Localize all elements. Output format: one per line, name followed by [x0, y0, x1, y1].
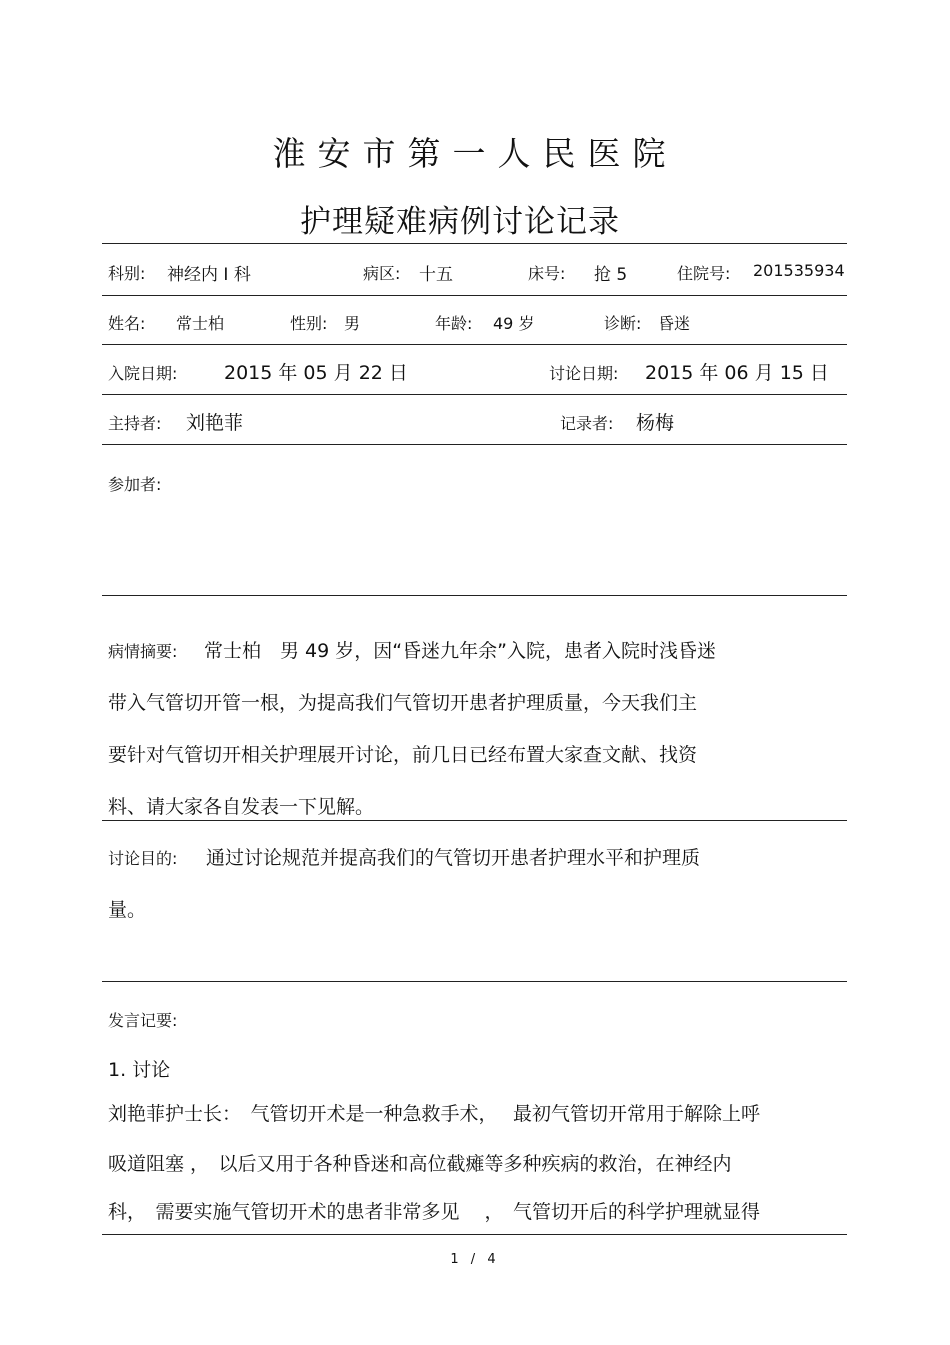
- purpose-line: 量。: [108, 899, 147, 921]
- divider: [102, 243, 847, 244]
- purpose-line: 通过讨论规范并提高我们的气管切开患者护理水平和护理质: [206, 847, 701, 869]
- discuss-date-value: 2015 年 06 月 15 日: [645, 362, 829, 384]
- bed-label: 床号:: [528, 264, 566, 283]
- bed-value: 抢 5: [594, 265, 628, 285]
- dept-label: 科别:: [108, 264, 146, 283]
- sex-label: 性别:: [290, 314, 328, 333]
- diagnosis-label: 诊断:: [604, 314, 642, 333]
- admit-date-value: 2015 年 05 月 22 日: [224, 362, 408, 384]
- hospital-title: 淮安市第一人民医院: [272, 134, 678, 173]
- age-label: 年龄:: [435, 314, 473, 333]
- recorder-value: 杨梅: [636, 412, 675, 434]
- dept-value: 神经内 Ⅰ 科: [167, 265, 251, 285]
- divider: [102, 444, 847, 445]
- summary-line: 带入气管切开管一根，为提高我们气管切开患者护理质量，今天我们主: [108, 692, 698, 714]
- host-value: 刘艳菲: [186, 412, 244, 434]
- page-number: 1 / 4: [450, 1252, 500, 1267]
- divider: [102, 981, 847, 982]
- summary-label: 病情摘要:: [108, 642, 178, 661]
- name-label: 姓名:: [108, 314, 146, 333]
- divider: [102, 595, 847, 596]
- divider: [102, 820, 847, 821]
- ward-label: 病区:: [363, 264, 401, 283]
- participants-label: 参加者:: [108, 475, 162, 494]
- admit-date-label: 入院日期:: [108, 364, 178, 383]
- form-title: 护理疑难病例讨论记录: [300, 204, 620, 240]
- speech-line: 吸道阻塞 ， 以后又用于各种昏迷和高位截瘫等多种疾病的救治，在神经内: [108, 1153, 732, 1175]
- divider: [102, 394, 847, 395]
- admission-no-label: 住院号:: [677, 264, 731, 283]
- recorder-label: 记录者:: [560, 414, 614, 433]
- discuss-date-label: 讨论日期:: [549, 364, 619, 383]
- summary-line: 料、请大家各自发表一下见解。: [108, 796, 375, 818]
- divider: [102, 344, 847, 345]
- divider: [102, 295, 847, 296]
- name-value: 常士柏: [176, 314, 225, 333]
- speech-line: 科， 需要实施气管切开术的患者非常多见 ， 气管切开后的科学护理就显得: [108, 1201, 761, 1223]
- summary-line: 常士柏 男 49 岁，因“昏迷九年余”入院，患者入院时浅昏迷: [204, 640, 716, 662]
- purpose-label: 讨论目的:: [108, 849, 178, 868]
- speech-label: 发言记要:: [108, 1011, 178, 1030]
- divider: [102, 1234, 847, 1235]
- section-heading: 1. 讨论: [108, 1059, 171, 1081]
- speech-line: 刘艳菲护士长： 气管切开术是一种急救手术， 最初气管切开常用于解除上呼: [108, 1103, 761, 1125]
- sex-value: 男: [344, 314, 361, 333]
- age-value: 49 岁: [493, 314, 535, 333]
- diagnosis-value: 昏迷: [658, 314, 691, 333]
- admission-no-value: 201535934: [753, 261, 845, 280]
- summary-line: 要针对气管切开相关护理展开讨论，前几日已经布置大家查文献、找资: [108, 744, 698, 766]
- host-label: 主持者:: [108, 414, 162, 433]
- ward-value: 十五: [419, 265, 453, 285]
